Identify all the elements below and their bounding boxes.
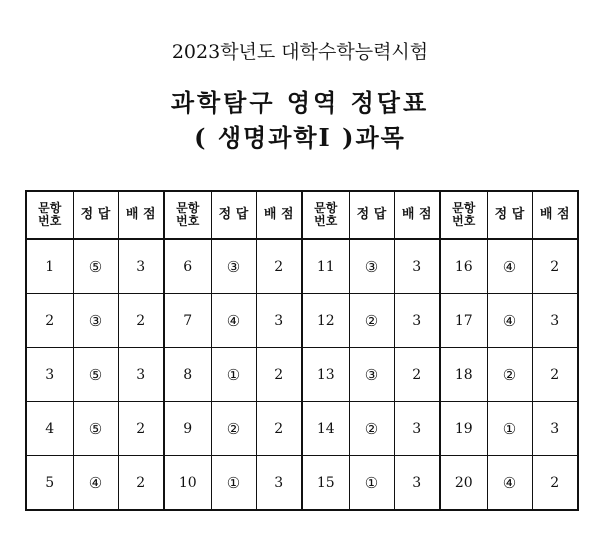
table-row <box>26 402 578 456</box>
question-number: 20 <box>440 456 487 511</box>
answer-cell: ③ <box>73 294 118 348</box>
points-cell: 3 <box>532 294 578 348</box>
question-number: 19 <box>440 402 487 456</box>
column-header-answer: 정 답 <box>211 191 256 239</box>
answer-cell: ② <box>349 294 394 348</box>
answer-cell: ③ <box>349 348 394 402</box>
points-cell: 2 <box>118 402 164 456</box>
column-header-answer: 정 답 <box>487 191 532 239</box>
question-number: 6 <box>164 239 211 294</box>
table-header-row <box>26 191 578 239</box>
points-cell: 3 <box>394 456 440 511</box>
answer-cell: ② <box>211 402 256 456</box>
answer-table <box>25 190 579 511</box>
table-row <box>26 294 578 348</box>
question-number: 15 <box>302 456 349 511</box>
points-cell: 2 <box>394 348 440 402</box>
question-number: 4 <box>26 402 73 456</box>
table-row <box>26 348 578 402</box>
points-cell: 3 <box>394 402 440 456</box>
points-cell: 3 <box>256 456 302 511</box>
question-number: 18 <box>440 348 487 402</box>
answer-cell: ① <box>211 456 256 511</box>
column-header-number: 문항 번호 <box>164 191 211 239</box>
points-cell: 3 <box>118 348 164 402</box>
question-number: 5 <box>26 456 73 511</box>
question-number: 1 <box>26 239 73 294</box>
points-cell: 3 <box>394 239 440 294</box>
points-cell: 3 <box>394 294 440 348</box>
question-number: 17 <box>440 294 487 348</box>
question-number: 10 <box>164 456 211 511</box>
answer-cell: ④ <box>73 456 118 511</box>
column-header-number: 문항 번호 <box>26 191 73 239</box>
points-cell: 3 <box>532 402 578 456</box>
column-header-answer: 정 답 <box>73 191 118 239</box>
question-number: 12 <box>302 294 349 348</box>
answer-cell: ④ <box>487 456 532 511</box>
answer-cell: ② <box>349 402 394 456</box>
answer-cell: ① <box>349 456 394 511</box>
answer-cell: ③ <box>349 239 394 294</box>
answer-cell: ④ <box>487 294 532 348</box>
answer-cell: ② <box>487 348 532 402</box>
answer-cell: ⑤ <box>73 348 118 402</box>
question-number: 3 <box>26 348 73 402</box>
answer-cell: ① <box>211 348 256 402</box>
question-number: 8 <box>164 348 211 402</box>
column-header-points: 배 점 <box>394 191 440 239</box>
answer-cell: ③ <box>211 239 256 294</box>
points-cell: 2 <box>118 456 164 511</box>
points-cell: 2 <box>256 239 302 294</box>
column-header-number: 문항 번호 <box>440 191 487 239</box>
table-row <box>26 239 578 294</box>
points-cell: 2 <box>118 294 164 348</box>
points-cell: 2 <box>256 348 302 402</box>
question-number: 16 <box>440 239 487 294</box>
question-number: 9 <box>164 402 211 456</box>
question-number: 7 <box>164 294 211 348</box>
question-number: 13 <box>302 348 349 402</box>
answer-cell: ④ <box>211 294 256 348</box>
column-header-number: 문항 번호 <box>302 191 349 239</box>
answer-cell: ① <box>487 402 532 456</box>
points-cell: 2 <box>532 348 578 402</box>
points-cell: 2 <box>532 239 578 294</box>
column-header-points: 배 점 <box>118 191 164 239</box>
subject-title: ( 생명과학Ⅰ )과목 <box>194 123 406 152</box>
answer-cell: ⑤ <box>73 239 118 294</box>
points-cell: 2 <box>532 456 578 511</box>
points-cell: 3 <box>118 239 164 294</box>
points-cell: 2 <box>256 402 302 456</box>
page-title: 과학탐구 영역 정답표 <box>170 88 430 117</box>
answer-cell: ④ <box>487 239 532 294</box>
column-header-answer: 정 답 <box>349 191 394 239</box>
question-number: 14 <box>302 402 349 456</box>
column-header-points: 배 점 <box>256 191 302 239</box>
question-number: 2 <box>26 294 73 348</box>
answer-cell: ⑤ <box>73 402 118 456</box>
table-row <box>26 456 578 511</box>
exam-title: 2023학년도 대학수학능력시험 <box>171 41 429 63</box>
column-header-points: 배 점 <box>532 191 578 239</box>
points-cell: 3 <box>256 294 302 348</box>
question-number: 11 <box>302 239 349 294</box>
